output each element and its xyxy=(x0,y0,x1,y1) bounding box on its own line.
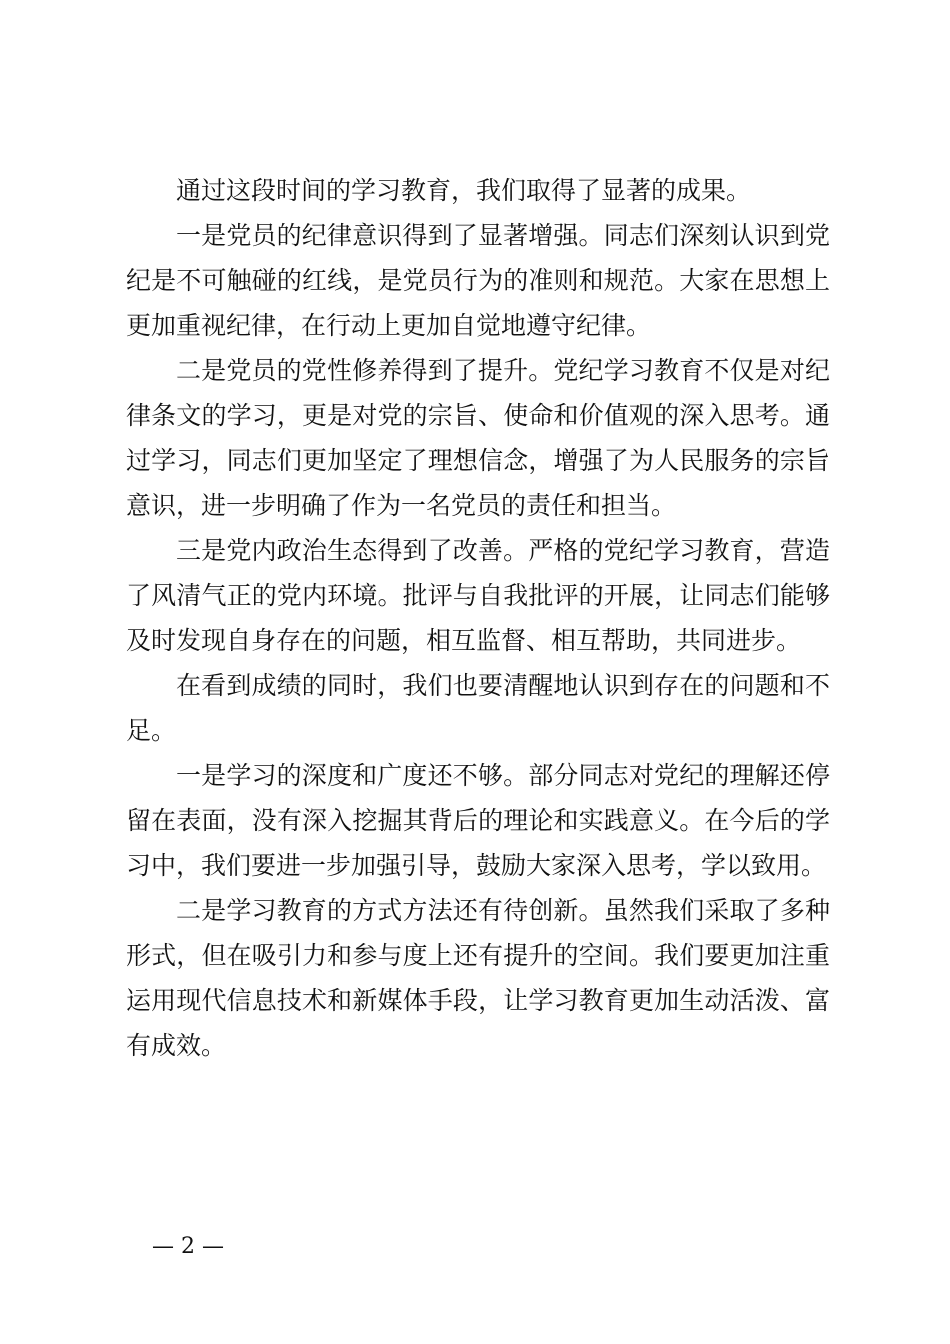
paragraph-problem-2: 二是学习教育的方式方法还有待创新。虽然我们采取了多种形式，但在吸引力和参与度上还有提升的空间。我们要更加注重运用现代信息技术和新媒体手段，让学习教育更加生动活泼、富有成效。 xyxy=(126,896,830,1060)
paragraph-achievement-3: 三是党内政治生态得到了改善。严格的党纪学习教育，营造了风清气正的党内环境。批评与自我批评的开展，让同志们能够及时发现自身存在的问题，相互监督、相互帮助，共同进步。 xyxy=(126,536,830,655)
page-number: — 2 — xyxy=(152,1234,224,1259)
paragraph-achievement-1: 一是党员的纪律意识得到了显著增强。同志们深刻认识到党纪是不可触碰的红线，是党员行为的准则和规范。大家在思想上更加重视纪律，在行动上更加自觉地遵守纪律。 xyxy=(126,221,830,340)
paragraph-problems-intro: 在看到成绩的同时，我们也要清醒地认识到存在的问题和不足。 xyxy=(126,671,830,745)
paragraph-problem-1: 一是学习的深度和广度还不够。部分同志对党纪的理解还停留在表面，没有深入挖掘其背后的理论和实践意义。在今后的学习中，我们要进一步加强引导，鼓励大家深入思考，学以致用。 xyxy=(126,761,830,880)
paragraph-achievement-2: 二是党员的党性修养得到了提升。党纪学习教育不仅是对纪律条文的学习，更是对党的宗旨、使命和价值观的深入思考。通过学习，同志们更加坚定了理想信念，增强了为人民服务的宗旨意识，进一步明确了作为一名党员的责任和担当。 xyxy=(126,356,830,520)
paragraph-intro: 通过这段时间的学习教育，我们取得了显著的成果。 xyxy=(176,176,752,205)
body-text xyxy=(126,168,830,1068)
